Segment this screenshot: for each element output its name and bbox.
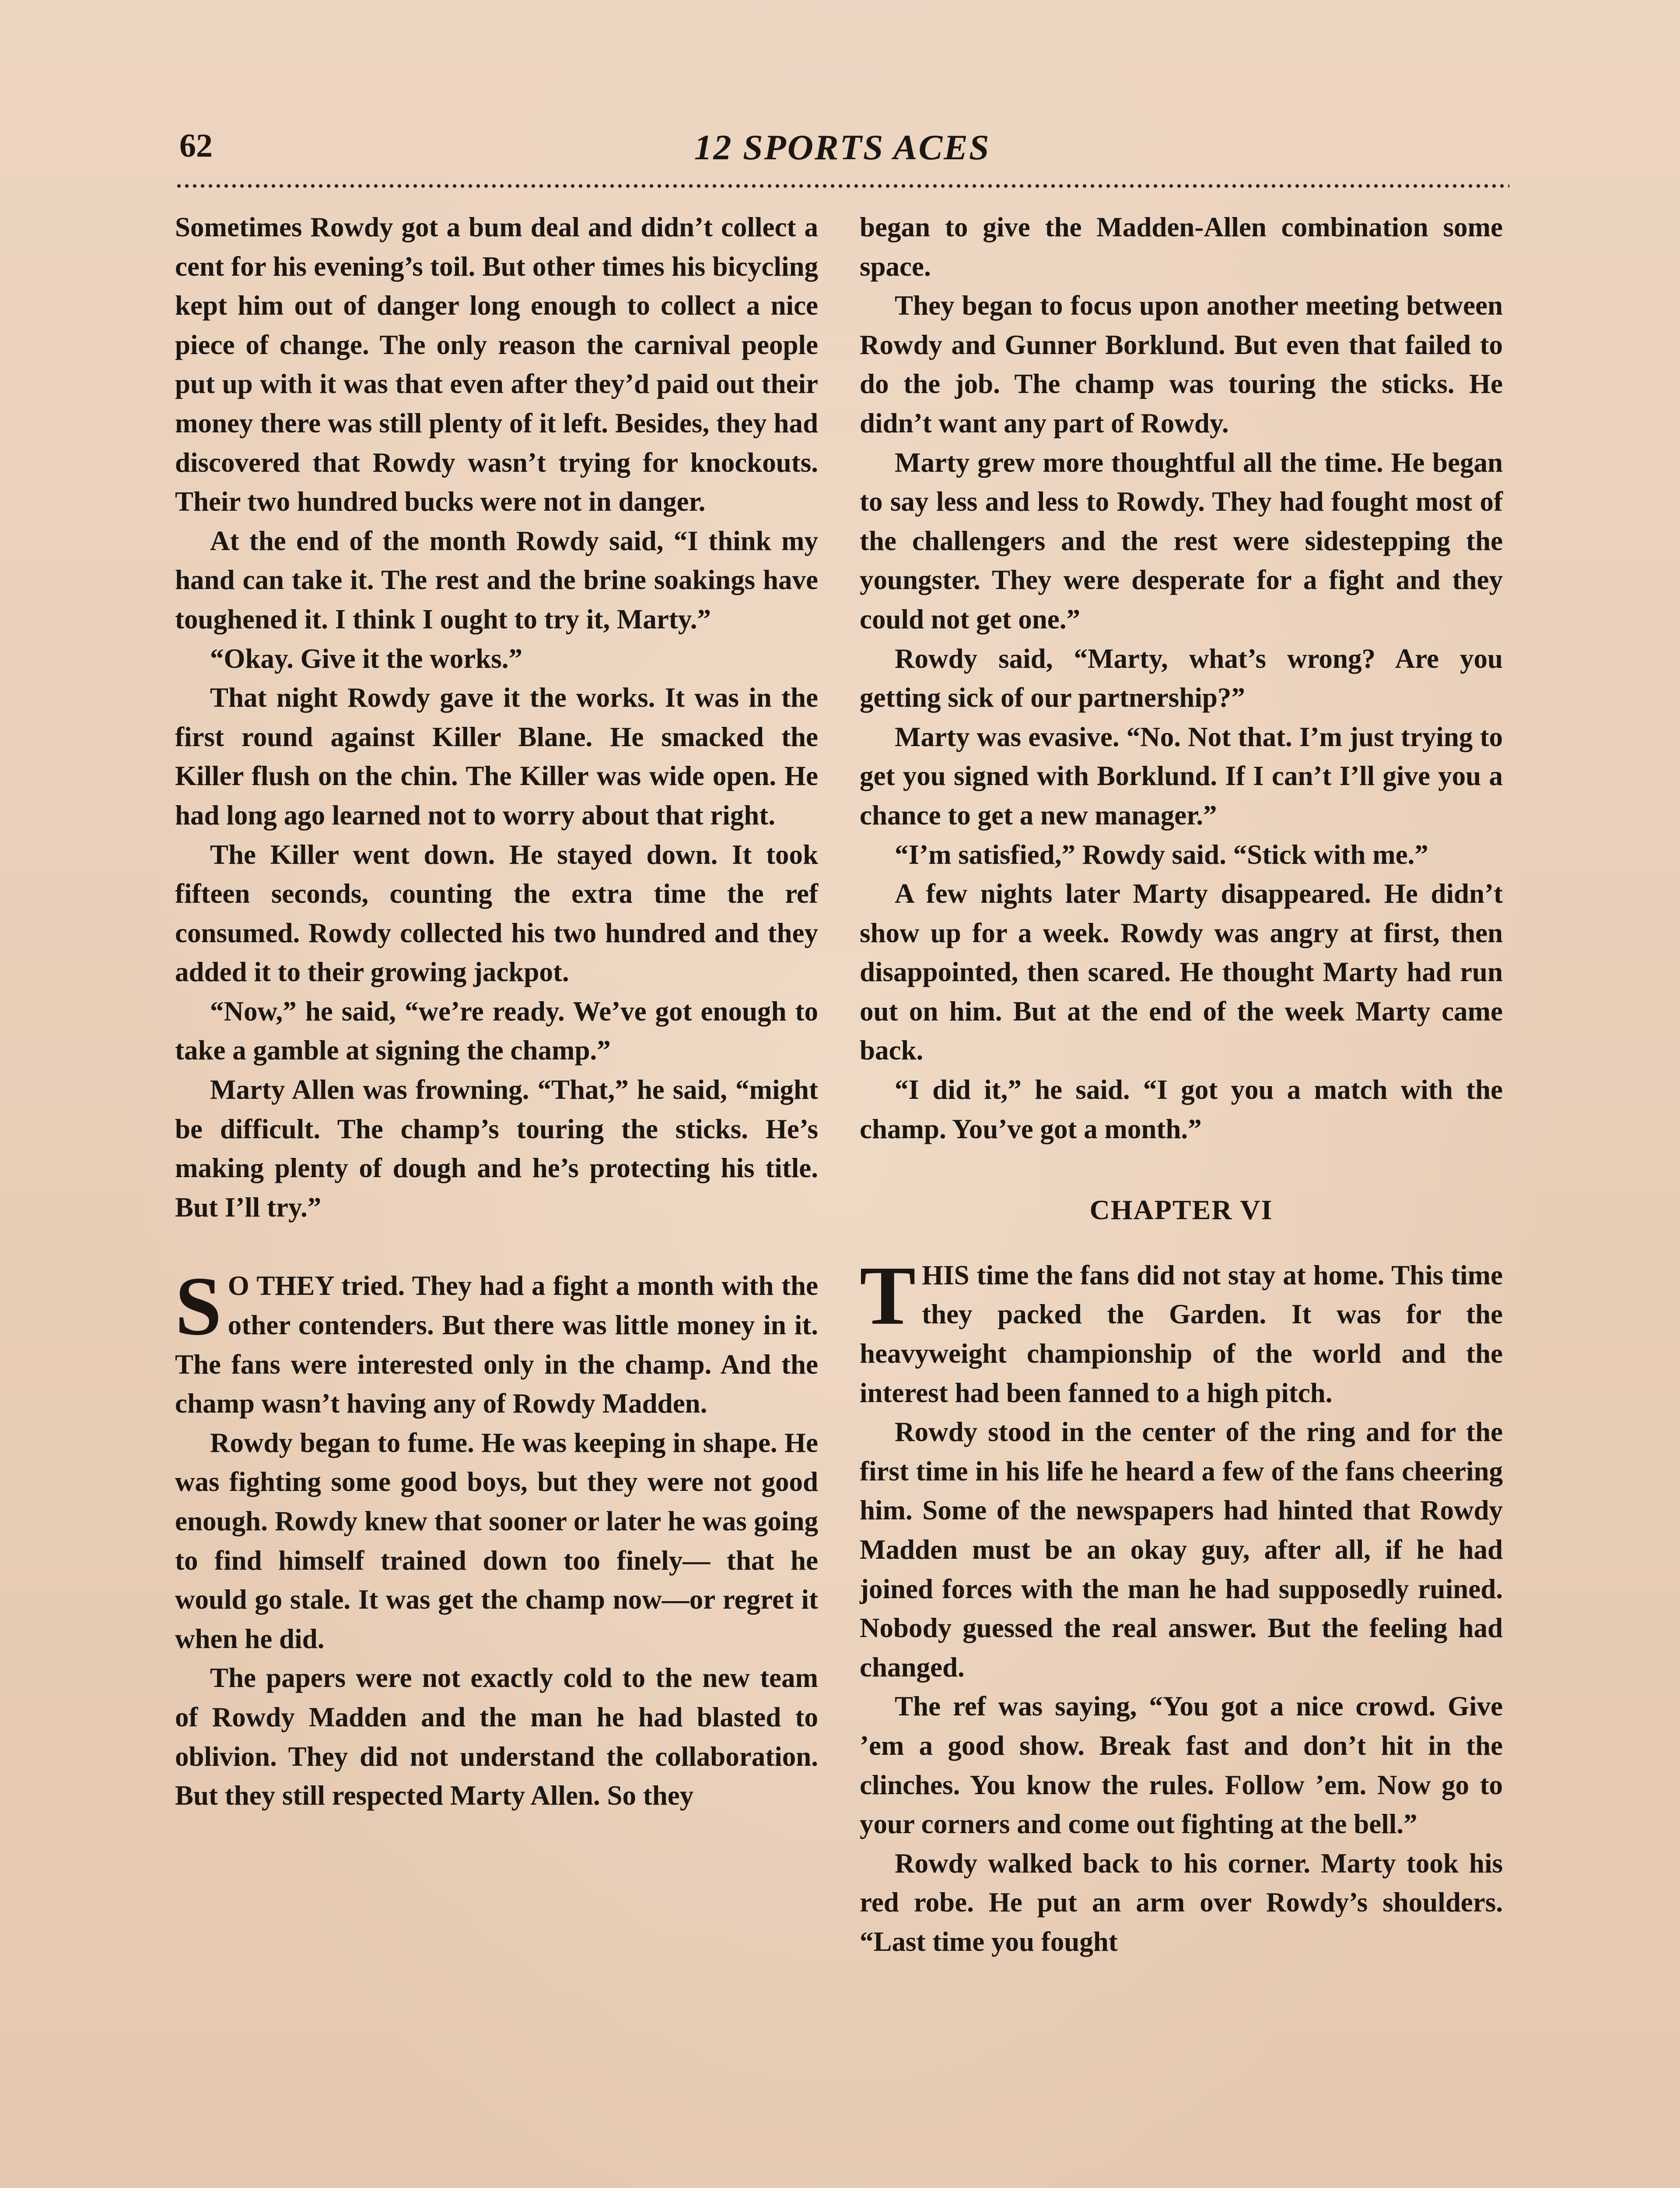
paragraph: Rowdy said, “Marty, what’s wrong? Are you getting sick of our partnership?” [860,643,1503,713]
paragraph: A few nights later Marty disappeared. He didn’t show up for a week. Rowdy was angry at first, then disappointed, then scared. He thought Marty had run out on him. But at the end of the week Marty came back. [860,878,1503,1066]
paragraph: “Okay. Give it the works.” [210,643,523,674]
paragraph: Marty grew more thoughtful all the time. He began to say less and less to Rowdy. They had fought most of the challengers and the rest were sidestepping the youngster. They were desperate for a fight and they could not get one.” [860,447,1503,635]
paragraph: The Killer went down. He stayed down. It took fifteen seconds, counting the extra time the ref consumed. Rowdy collected his two hundred and they added it to their growing jackpot. [175,839,818,988]
section-opening-text: O THEY tried. They had a fight a month with the other contenders. But there was little money in it. The fans were interested only in the champ. And the champ wasn’t having any of Rowdy Madden. [175,1270,818,1419]
paragraph: Marty Allen was frowning. “That,” he said, “might be difficult. The champ’s touring the sticks. He’s making plenty of dough and he’s protecting his title. But I’ll try.” [175,1074,818,1223]
left-column [175,208,818,1816]
page-header [175,123,1509,179]
paragraph: Marty was evasive. “No. Not that. I’m just trying to get you signed with Borklund. If I can’t I’ll give you a chance to get a new manager.” [860,721,1503,831]
paragraph: “Now,” he said, “we’re ready. We’ve got enough to take a gamble at signing the champ.” [175,996,818,1066]
chapter-opening-text: HIS time the fans did not stay at home. This time they packed the Garden. It was for the heavyweight championship of the world and the interest had been fanned to a high pitch. [860,1259,1503,1408]
paragraph: Rowdy walked back to his corner. Marty took his red robe. He put an arm over Rowdy’s shoulders. “Last time you fought [860,1848,1503,1957]
section-break [175,1227,818,1266]
drop-cap: S [175,1259,222,1353]
magazine-title: 12 SPORTS ACES [694,127,990,167]
paragraph: They began to focus upon another meeting between Rowdy and Gunner Borklund. But even that failed to do the job. The champ was touring the sticks. He didn’t want any part of Rowdy. [860,290,1503,438]
chapter-heading: CHAPTER VI [1089,1194,1273,1226]
dotted-header-rule [175,183,1509,189]
paragraph: The papers were not exactly cold to the new team of Rowdy Madden and the man he had blasted to oblivion. They did not understand the collaboration. But they still respected Marty Allen. So they [175,1662,818,1811]
paragraph: “I did it,” he said. “I got you a match with the champ. You’ve got a month.” [860,1074,1503,1144]
page-number: 62 [179,127,213,164]
paragraph: Rowdy began to fume. He was keeping in shape. He was fighting some good boys, but they were not good enough. Rowdy knew that sooner or later he was going to find himself trained down too finely— that he would go stale. It was get the champ now—or regret it when he did. [175,1427,818,1654]
paragraph: Sometimes Rowdy got a bum deal and didn’t collect a cent for his evening’s toil. But other times his bicycling kept him out of danger long enough to collect a nice piece of change. The only reason the carnival people put up with it was that even after they’d paid out their money there was still plenty of it left. Besides, they had discovered that Rowdy wasn’t trying for knockouts. Their two hundred bucks were not in danger. [175,212,818,517]
paragraph: That night Rowdy gave it the works. It was in the first round against Killer Blane. He smacked the Killer flush on the chin. The Killer was wide open. He had long ago learned not to worry about that right. [175,682,818,831]
drop-cap: T [860,1248,916,1342]
paragraph: “I’m satisfied,” Rowdy said. “Stick with me.” [895,839,1428,870]
chapter-opening-paragraph [860,1248,1503,1413]
paragraph: The ref was saying, “You got a nice crowd. Give ’em a good show. Break fast and don’t hit in the clinches. You know the rules. Follow ’em. Now go to your corners and come out fighting at the bell.” [860,1691,1503,1840]
paragraph: Rowdy stood in the center of the ring and for the first time in his life he heard a few of the fans cheering him. Some of the newspapers had hinted that Rowdy Madden must be an okay guy, after all, if he had joined forces with the man he had supposedly ruined. Nobody guessed the real answer. But the feeling had changed. [860,1417,1503,1683]
paragraph-continuation: began to give the Madden-Allen combination some space. [860,212,1503,282]
paragraph: At the end of the month Rowdy said, “I think my hand can take it. The rest and the brine soakings have toughened it. I think I ought to try it, Marty.” [175,525,818,635]
right-column [860,208,1503,1962]
section-opening-paragraph [175,1259,818,1423]
